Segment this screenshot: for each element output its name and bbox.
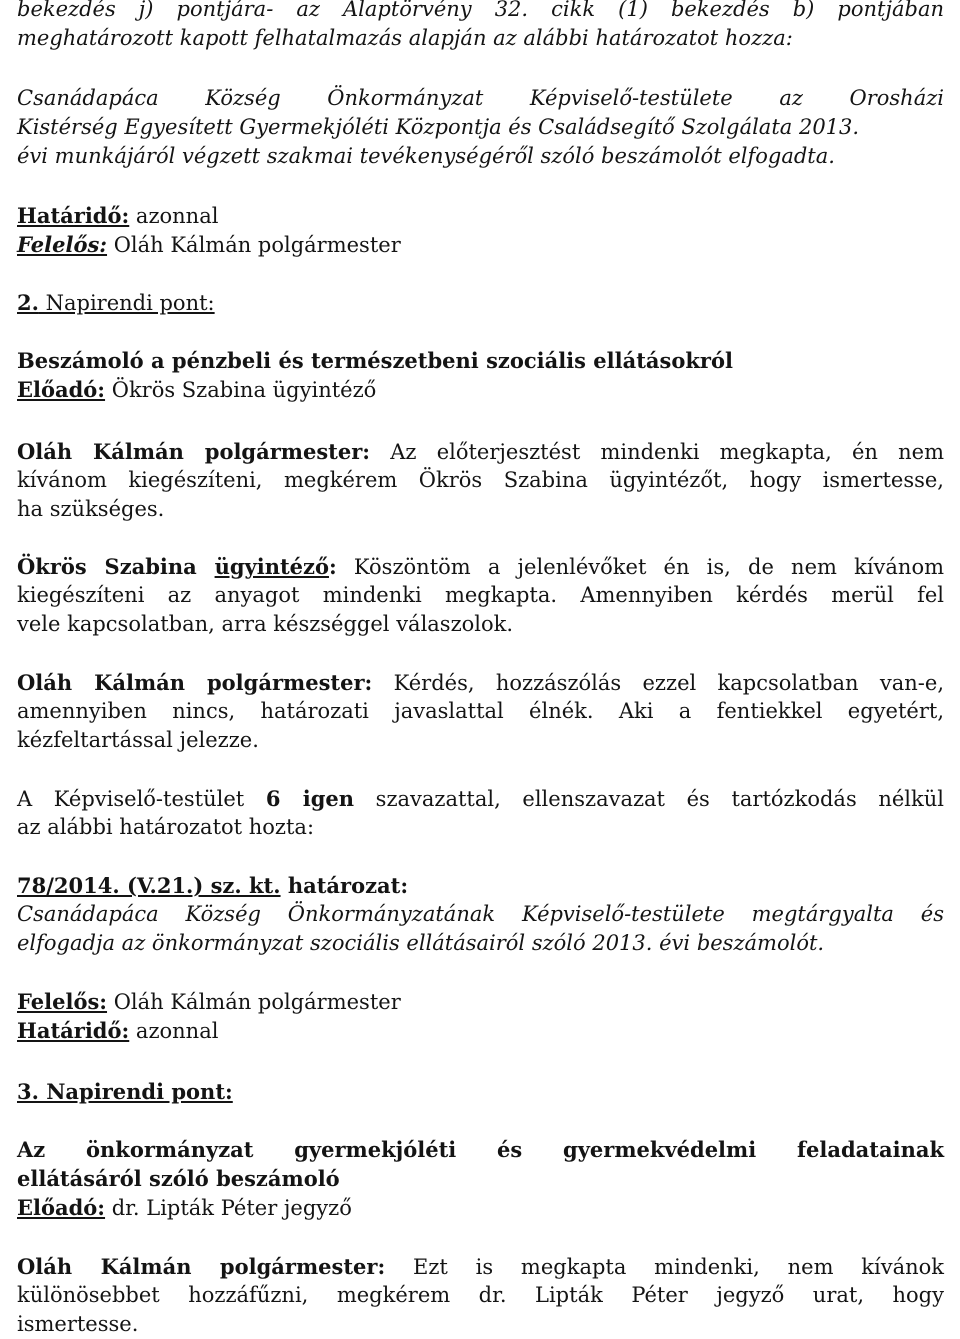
item-3-presenter	[17, 1193, 944, 1223]
resolution-78-deadline	[17, 1016, 944, 1046]
speaker-mayor: Oláh Kálmán polgármester:	[17, 439, 371, 464]
speaker-mayor: Oláh Kálmán polgármester:	[17, 1254, 386, 1279]
item-2-para-2-line-3: vele kapcsolatban, arra készséggel válaszolok.	[17, 612, 514, 636]
item-2-presenter	[17, 375, 944, 405]
deadline-label: Határidő:	[17, 1018, 130, 1043]
speaker-clerk: Ökrös Szabina ügyintéző:	[17, 554, 337, 579]
item-2-vote-line-1: A Képviselő-testület 6 igen szavazattal, ellenszavazat és tartózkodás nélkül	[17, 786, 944, 811]
item-3-para-1-line-1: Oláh Kálmán polgármester: Ezt is megkapta mindenki, nem kívánok	[17, 1254, 944, 1279]
item-2-para-1-line-1: Oláh Kálmán polgármester: Az előterjesztést mindenki megkapta, én nem	[17, 439, 944, 464]
item-2-para-2-line-1: Ökrös Szabina ügyintéző: Köszöntöm a jelenlévőket én is, de nem kívánom	[17, 554, 944, 579]
responsible-label: Felelős:	[17, 232, 108, 257]
presenter-label: Előadó:	[17, 377, 106, 402]
deadline-value: azonnal	[129, 1019, 219, 1043]
speaker-mayor: Oláh Kálmán polgármester:	[17, 670, 373, 695]
presenter-value: Ökrös Szabina ügyintéző	[105, 378, 377, 402]
item-3-para-1-line-2: különösebbet hozzáfűzni, megkérem dr. Lipták Péter jegyző urat, hogy	[17, 1283, 944, 1307]
resolution-77-line-2: Kistérség Egyesített Gyermekjóléti Központja és Családsegítő Szolgálata 2013.	[17, 115, 860, 139]
responsible-value: Oláh Kálmán polgármester	[107, 990, 401, 1014]
vote-count: 6 igen	[265, 786, 355, 811]
item-3-heading: 3. Napirendi pont:	[17, 1079, 233, 1104]
resolution-78-line-1: Csanádapáca Község Önkormányzatának Képviselő-testülete megtárgyalta és	[17, 902, 944, 926]
item-2-para-1-line-2: kívánom kiegészíteni, megkérem Ökrös Szabina ügyintézőt, hogy ismertesse,	[17, 468, 944, 492]
resolution-78-number: 78/2014. (V.21.) sz. kt. határozat:	[17, 873, 409, 898]
presenter-value: dr. Lipták Péter jegyző	[105, 1196, 352, 1220]
resolution-number: 78/2014. (V.21.) sz. kt.	[17, 873, 281, 898]
item-3-title-line-2: ellátásáról szóló beszámoló	[17, 1166, 340, 1191]
resolution-78-line-2: elfogadja az önkormányzat szociális ellátásairól szóló 2013. évi beszámolót.	[17, 931, 825, 955]
item-2-para-3-line-3: kézfeltartással jelezze.	[17, 728, 259, 752]
resolution-77-line-3: évi munkájáról végzett szakmai tevékenységéről szóló beszámolót elfogadta.	[17, 144, 835, 168]
presenter-label: Előadó:	[17, 1195, 106, 1220]
item-2-heading-label: Napirendi pont:	[38, 291, 215, 315]
responsible-label: Felelős:	[17, 989, 108, 1014]
deadline-label: Határidő:	[17, 203, 130, 228]
item-2-para-3-line-2: amennyiben nincs, határozati javaslattal élnék. Aki a fentiekkel egyetért,	[17, 699, 944, 723]
resolution-77-deadline	[17, 201, 944, 231]
item-2-heading	[17, 288, 944, 318]
item-3-title-line-1: Az önkormányzat gyermekjóléti és gyermekvédelmi feladatainak	[17, 1137, 944, 1162]
item-2-para-2-line-2: kiegészíteni az anyagot mindenki megkapta. Amennyiben kérdés merül fel	[17, 583, 944, 607]
item-2-para-1-line-3: ha szükséges.	[17, 497, 165, 521]
item-2-heading-number: 2.	[17, 290, 39, 315]
deadline-value: azonnal	[129, 204, 219, 228]
intro-line-1: bekezdés j) pontjára- az Alaptörvény 32. cikk (1) bekezdés b) pontjában	[17, 0, 944, 21]
item-3-para-1-line-3: ismertesse.	[17, 1312, 139, 1336]
item-2-title: Beszámoló a pénzbeli és természetbeni szociális ellátásokról	[17, 348, 733, 373]
resolution-77-line-1: Csanádapáca Község Önkormányzat Képviselő-testülete az Orosházi	[17, 86, 944, 110]
item-2-vote-line-2: az alábbi határozatot hozta:	[17, 815, 315, 839]
intro-line-2: meghatározott kapott felhatalmazás alapján az alábbi határozatot hozza:	[17, 26, 793, 50]
item-2-para-3-line-1: Oláh Kálmán polgármester: Kérdés, hozzászólás ezzel kapcsolatban van-e,	[17, 670, 944, 695]
resolution-77-responsible	[17, 230, 944, 260]
responsible-value: Oláh Kálmán polgármester	[107, 233, 401, 257]
resolution-78-responsible	[17, 987, 944, 1017]
